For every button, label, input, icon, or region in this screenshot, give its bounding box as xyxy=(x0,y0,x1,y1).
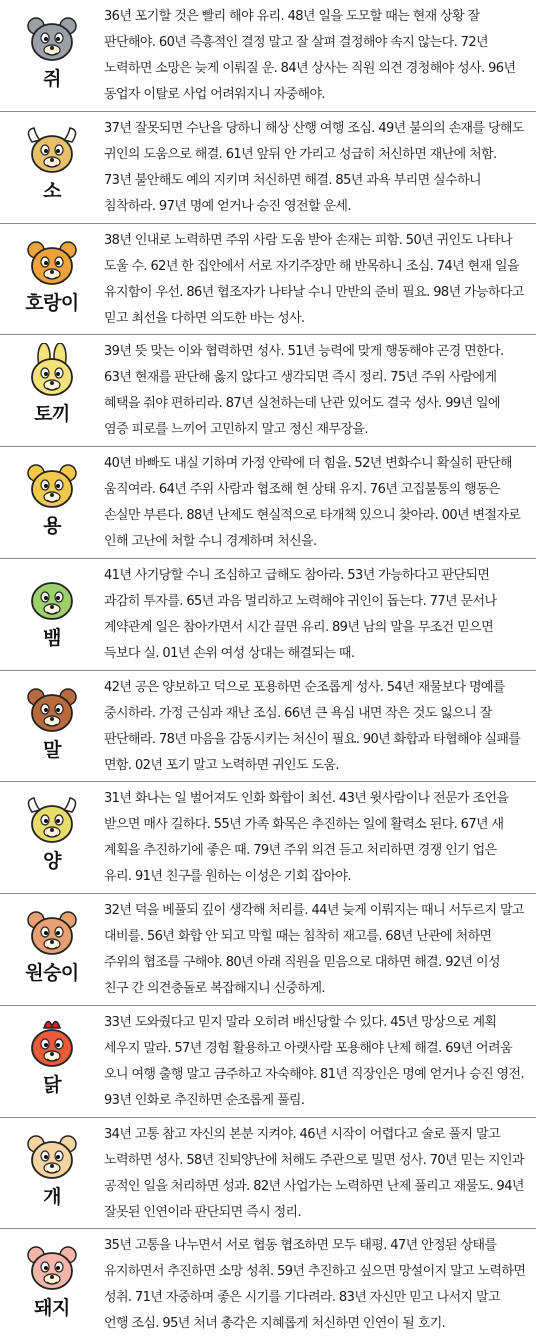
fortune-text: 36년 포기할 것은 빨리 해야 유리. 48년 일을 도모할 때는 현재 상황 잘 판단해야. 60년 즉흥적인 결정 말고 잘 살펴 결정해야 속지 않는다. 72년 노력하면 소망은 늦게 이뤄질 운. 84년 상사는 직원 의견 경청해야 성사. 96년 동업자 이탈로 사업 어려워지니 자중해야. xyxy=(104,9,516,102)
zodiac-side xyxy=(0,1006,104,1117)
zodiac-name: 소 xyxy=(43,179,61,202)
fortune-text: 42년 공은 양보하고 덕으로 포용하면 순조롭게 성사. 54년 재물보다 명예를 중시하라. 가정 근심과 재난 조심. 66년 큰 욕심 내면 작은 것도 잃으니 잘 판단해라. 78년 마음을 감동시키는 처신이 필요. 90년 화합과 타협해야 실패를 면함. 02년 포기 말고 노력하면 귀인도 도움. xyxy=(104,679,521,773)
dog-icon xyxy=(20,1126,84,1184)
zodiac-side xyxy=(0,671,104,782)
zodiac-side xyxy=(0,894,104,1005)
rabbit-icon xyxy=(20,343,84,401)
fortune-text: 35년 고통을 나누면서 서로 협동 협조하면 모두 태평. 47년 안정된 상태를 유지하면서 추진하면 소망 성취. 59년 추진하고 싶으면 망설이지 말고 노력하면 성취. 71년 자중하며 좋은 시기를 기다려라. 83년 자신만 믿고 나서지 말고 언행 조심. 95년 처녀 총각은 지혜롭게 처신하면 인연이 될 호기. xyxy=(104,1238,526,1332)
ox-icon xyxy=(20,120,84,178)
zodiac-name: 개 xyxy=(43,1185,61,1208)
zodiac-row xyxy=(0,1118,536,1230)
zodiac-row xyxy=(0,0,536,112)
fortune-text: 37년 잘못되면 수난을 당하니 해상 산행 여행 조심. 49년 불의의 손재를 당해도 귀인의 도움으로 해결. 61년 앞뒤 안 가리고 성급히 처신하면 재난에 처함. 73년 불안해도 예의 지키며 처신하면 해결. 85년 과욕 부리면 실수하니 침착하라. 97년 명예 얻거나 승진 영전할 운세. xyxy=(104,120,524,214)
zodiac-row xyxy=(0,447,536,559)
fortune-text: 34년 고통 참고 자신의 본분 지켜야. 46년 시작이 어렵다고 술로 풀지 말고 노력하면 성사. 58년 진퇴양난에 처해도 주관으로 밀면 성사. 70년 믿는 지인과 공적인 일을 처리하면 성과. 82년 사업가는 노력하면 난제 풀리고 재물도. 94년 잘못된 인연이라 판단되면 즉시 정리. xyxy=(104,1126,524,1220)
dragon-icon xyxy=(20,455,84,513)
zodiac-row xyxy=(0,671,536,783)
zodiac-name: 닭 xyxy=(43,1073,61,1096)
zodiac-name: 양 xyxy=(43,850,61,873)
snake-icon xyxy=(20,567,84,625)
zodiac-side xyxy=(0,0,104,111)
zodiac-side xyxy=(0,782,104,893)
fortune-text: 40년 바빠도 내실 기하며 가정 안락에 더 힘을. 52년 변화수니 확실히 판단해 움직여라. 64년 주위 사람과 협조해 현 상태 유지. 76년 고집불통의 행동은 손실만 부른다. 88년 난제도 현실적으로 타개책 있으니 찾아라. 00년 변절자로 인해 고난에 처할 수니 경계하며 처신을. xyxy=(104,456,521,549)
monkey-icon xyxy=(20,902,84,960)
zodiac-row xyxy=(0,559,536,671)
zodiac-name: 호랑이 xyxy=(25,291,79,314)
zodiac-name: 돼지 xyxy=(34,1297,70,1320)
fortune-text: 41년 사기당할 수니 조심하고 급해도 참아라. 53년 가능하다고 판단되면 과감히 투자를. 65년 과음 멀리하고 노력해야 귀인이 돕는다. 77년 문서나 계약관계 일은 참아가면서 시간 끌면 유리. 89년 남의 말을 무조건 믿으면 득보다 실. 01년 손위 여성 상대는 해결되는 때. xyxy=(104,567,497,661)
fortune-text: 38년 인내로 노력하면 주위 사람 도움 받아 손재는 피함. 50년 귀인도 나타나 도울 수. 62년 한 집안에서 서로 자기주장만 해 반목하니 조심. 74년 현재 일을 유지함이 우선. 86년 협조자가 나타날 수니 만반의 준비 필요. 98년 가능하다고 믿고 최선을 다하면 의도한 바는 성사. xyxy=(104,232,524,326)
zodiac-name: 원숭이 xyxy=(25,962,79,984)
zodiac-side xyxy=(0,112,104,223)
zodiac-row xyxy=(0,335,536,447)
zodiac-name: 뱀 xyxy=(43,626,61,649)
zodiac-name: 토끼 xyxy=(34,403,70,426)
sheep-icon xyxy=(20,790,84,848)
fortune-text: 39년 뜻 맞는 이와 협력하면 성사. 51년 능력에 맞게 행동해야 곤경 면한다. 63년 현재를 판단해 옳지 않다고 생각되면 즉시 정리. 75년 주위 사람에게 혜택을 줘야 편하리라. 87년 실천하는데 난관 있어도 결국 성사. 99년 일에 염증 피로를 느끼어 고민하지 말고 정신 재무장을. xyxy=(104,344,504,438)
zodiac-row xyxy=(0,894,536,1006)
zodiac-row xyxy=(0,224,536,336)
fortune-text: 31년 화나는 일 벌어져도 인화 화합이 최선. 43년 윗사람이나 전문가 조언을 받으면 매사 길하다. 55년 가족 화목은 추진하는 일에 활력소 된다. 67년 새 계획을 추진하기에 좋은 때. 79년 주위 의견 듣고 처리하면 경쟁 인기 업은 유리. 91년 친구를 원하는 이성은 기회 잡아야. xyxy=(104,791,509,885)
zodiac-side xyxy=(0,1118,104,1229)
zodiac-row xyxy=(0,1229,536,1341)
zodiac-name: 용 xyxy=(43,515,61,537)
tiger-icon xyxy=(20,232,84,290)
zodiac-name: 말 xyxy=(43,738,61,761)
zodiac-side xyxy=(0,1229,104,1341)
fortune-text: 32년 덕을 베풀되 깊이 생각해 처리를. 44년 늦게 이뤄지는 때니 서두르지 말고 대비를. 56년 화합 안 되고 막힐 때는 침착히 재고를. 68년 난관에 처하면 주위의 협조를 구해야. 80년 아래 직원을 믿음으로 대하면 해결. 92년 이성 친구 간 의견충돌로 복잡해지니 신중하게. xyxy=(104,903,524,996)
zodiac-row xyxy=(0,112,536,224)
rat-icon xyxy=(20,8,84,66)
horse-icon xyxy=(20,679,84,737)
zodiac-side xyxy=(0,335,104,446)
zodiac-side xyxy=(0,224,104,335)
zodiac-side xyxy=(0,559,104,670)
zodiac-name: 쥐 xyxy=(43,68,61,90)
rooster-icon xyxy=(20,1014,84,1072)
fortune-text: 33년 도와줬다고 믿지 말라 오히려 배신당할 수 있다. 45년 망상으로 계획 세우지 말라. 57년 경험 활용하고 아랫사람 포용해야 난제 해결. 69년 어려움 오니 여행 출행 말고 금주하고 자숙해야. 81년 직장인은 명예 얻거나 승진 영전. 93년 인화로 추진하면 순조롭게 풀림. xyxy=(104,1014,525,1108)
zodiac-row xyxy=(0,782,536,894)
zodiac-row xyxy=(0,1006,536,1118)
zodiac-side xyxy=(0,447,104,558)
pig-icon xyxy=(20,1237,84,1295)
